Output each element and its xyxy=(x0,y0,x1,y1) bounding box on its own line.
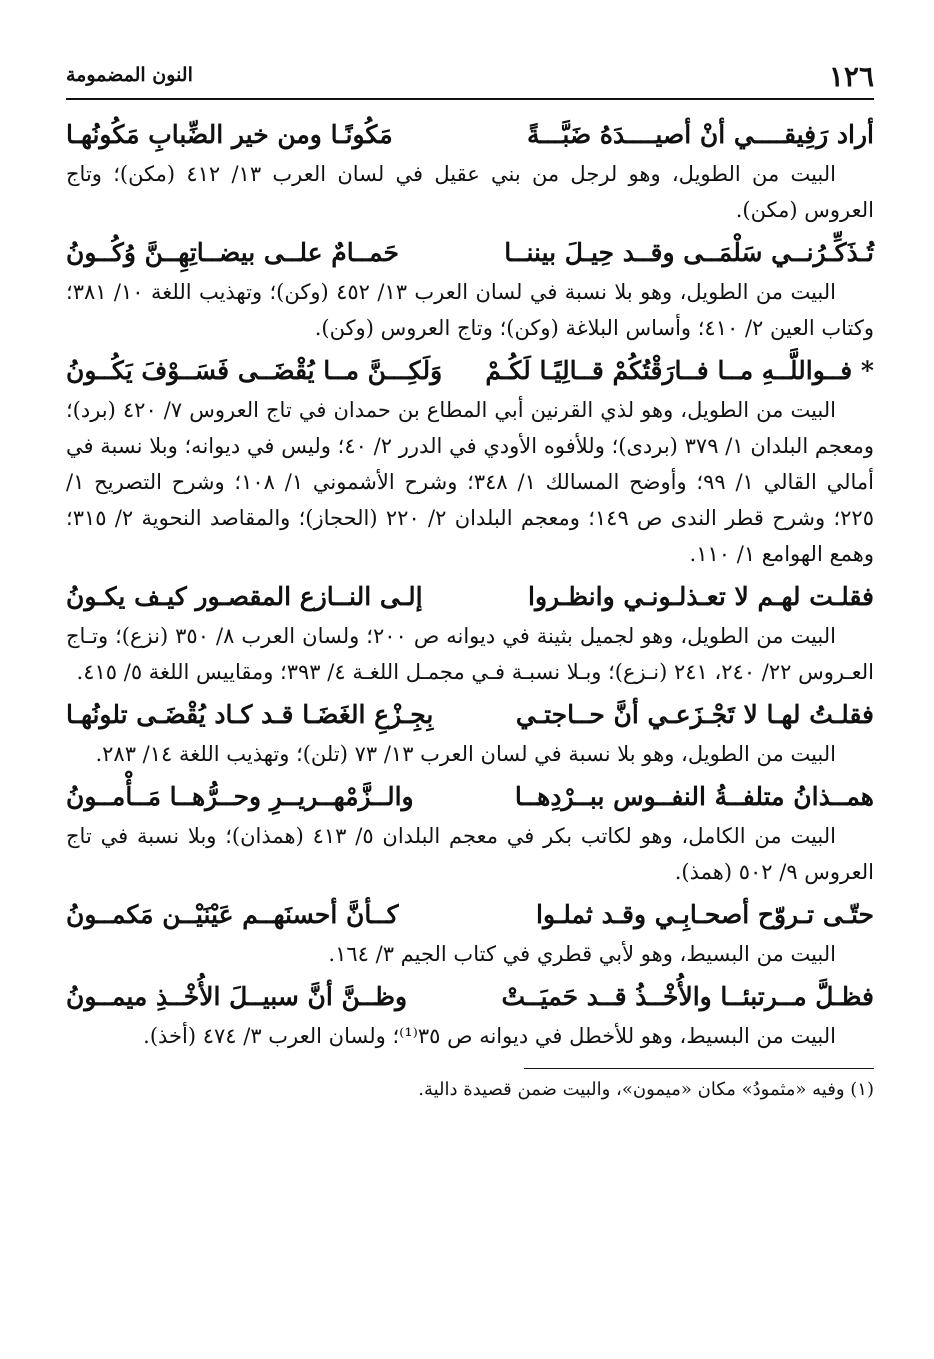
commentary: البيت من البسيط، وهو للأخطل في ديوانه ص ٣٥⁽¹⁾؛ ولسان العرب ٣/ ٤٧٤ (أخذ). xyxy=(143,1024,836,1048)
verse-line xyxy=(66,350,874,392)
footnote-divider xyxy=(524,1068,874,1069)
commentary: البيت من الطويل، وهو لجميل بثينة في ديوانه ص ٢٠٠؛ ولسان العرب ٨/ ٣٥٠ (نزع)؛ وتـاج العـروس ٢٢/ ٢٤٠، ٢٤١ (نـزع)؛ وبـلا نسبـة فـي مجمـل اللغـة ٤/ ٣٩٣؛ ومقاييس اللغة ٥/ ٤١٥. xyxy=(66,624,874,684)
verse-line xyxy=(66,694,874,736)
verse-line xyxy=(66,232,874,274)
first-hemistich: أراد رَفِيقــــي أنْ أصيــــدَهُ ضَبَّـــةً xyxy=(527,120,874,149)
verse-line xyxy=(66,776,874,818)
first-hemistich: حتّـى تـروّح أصحـابِـي وقـد ثملـوا xyxy=(536,900,874,929)
first-hemistich: فقلـتُ لهـا لا تَجْـزَعـي أنَّ حــاجتـي xyxy=(515,700,874,729)
second-hemistich: وظــنَّ أنَّ سبيــلَ الأُخْــذِ ميمــونُ xyxy=(66,982,408,1011)
commentary: البيت من الطويل، وهو لرجل من بني عقيل في لسان العرب ١٣/ ٤١٢ (مكن)؛ وتاج العروس (مكن). xyxy=(66,162,874,222)
second-hemistich: بِجِـزْعِ الغَضَـا قـد كـاد يُقْضَـى تلونُهـا xyxy=(66,700,434,729)
commentary: البيت من الطويل، وهو بلا نسبة في لسان العرب ١٣/ ٧٣ (تلن)؛ وتهذيب اللغة ١٤/ ٢٨٣. xyxy=(95,742,836,766)
page-number: ١٢٦ xyxy=(828,60,874,93)
footnote: (١) وفيه «مثمودُ» مكان «ميمون»، والبيت ضمن قصيدة دالية. xyxy=(418,1079,874,1100)
commentary: البيت من الطويل، وهو لذي القرنين أبي المطاع بن حمدان في تاج العروس ٧/ ٤٢٠ (برد)؛ ومعجم البلدان ١/ ٣٧٩ (بردى)؛ وللأفوه الأودي في الدرر ٢/ ٤٠؛ وليس في ديوانه؛ وبلا نسبة في أمالي القالي ١/ ٩٩؛ وأوضح المسالك ١/ ٣٤٨؛ وشرح الأشموني ١/ ١٠٨؛ وشرح التصريح ١/ ٢٢٥؛ وشرح قطر الندى ص ١٤٩؛ ومعجم البلدان ٢/ ٢٢٠ (الحجاز)؛ والمقاصد النحوية ٢/ ٣١٥؛ وهمع الهوامع ١/ ١١٠. xyxy=(66,398,874,566)
page xyxy=(66,58,874,1338)
section-title: النون المضمومة xyxy=(66,64,203,86)
entries xyxy=(66,114,874,1054)
second-hemistich: مَكُونًـا ومن خير الضِّبابِ مَكُونُهـا xyxy=(66,120,393,149)
commentary: البيت من الطويل، وهو بلا نسبة في لسان العرب ١٣/ ٤٥٢ (وكن)؛ وتهذيب اللغة ١٠/ ٣٨١؛ وكتاب العين ٢/ ٤١٠؛ وأساس البلاغة (وكن)؛ وتاج العروس (وكن). xyxy=(66,280,874,340)
commentary: البيت من البسيط، وهو لأبي قطري في كتاب الجيم ٣/ ١٦٤. xyxy=(328,942,836,966)
first-hemistich: همــذانُ متلفــةُ النفــوس ببــرْدِهــا xyxy=(514,782,874,811)
second-hemistich: إلـى النــازع المقصـور كيـف يكـونُ xyxy=(66,582,423,611)
first-hemistich: تُـذَكِّـرُنــي سَلْمَــى وقــد حِيـلَ بيننــا xyxy=(504,238,874,267)
verse-line xyxy=(66,894,874,936)
second-hemistich: كــأنَّ أحسنَهــم عَيْنَيْــن مَكمــونُ xyxy=(66,900,399,929)
second-hemistich: حَمــامٌ علــى بيضــاتِهِــنَّ وُكُــونُ xyxy=(66,238,399,267)
second-hemistich: وَلَكِـــنَّ مــا يُقْضَــى فَسَــوْفَ يَكُــونُ xyxy=(66,356,443,385)
first-hemistich: فقلـت لهـم لا تعـذلـونـي وانظـروا xyxy=(528,582,874,611)
first-hemistich: * فــواللَّــهِ مــا فــارَقْتُكُمْ قــالِيًـا لَكُـمْ xyxy=(485,356,874,385)
second-hemistich: والــزَّمْهــريــرِ وحــرُّهــا مَــأْمــونُ xyxy=(66,782,414,811)
first-hemistich: فظـلَّ مــرتبئــا والأُخْــذُ قــد حَميَــتْ xyxy=(501,982,874,1011)
verse-line xyxy=(66,976,874,1018)
running-header xyxy=(66,58,874,100)
verse-line xyxy=(66,114,874,156)
commentary: البيت من الكامل، وهو لكاتب بكر في معجم البلدان ٥/ ٤١٣ (همذان)؛ وبلا نسبة في تاج العروس ٩/ ٥٠٢ (همذ). xyxy=(66,824,874,884)
verse-line xyxy=(66,576,874,618)
